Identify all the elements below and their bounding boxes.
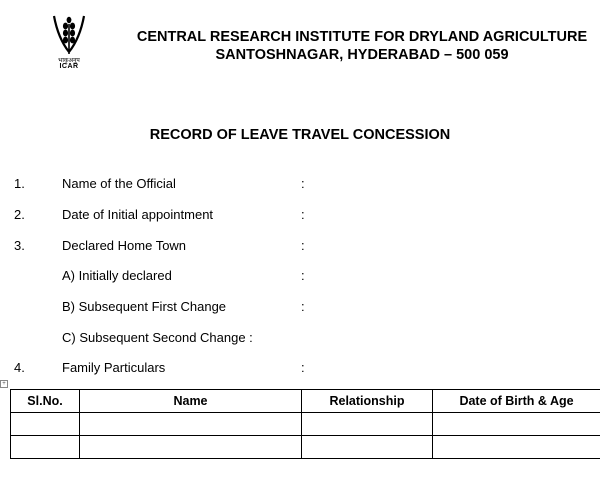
- field-number: 2.: [14, 207, 25, 222]
- column-header-name: Name: [80, 390, 302, 413]
- table-cell[interactable]: [11, 413, 80, 436]
- column-header-slno: Sl.No.: [11, 390, 80, 413]
- institute-address: SANTOSHNAGAR, HYDERABAD – 500 059: [215, 47, 509, 63]
- table-cell[interactable]: [80, 413, 302, 436]
- field-number: 4.: [14, 360, 25, 375]
- field-colon: :: [301, 207, 305, 222]
- table-cell[interactable]: [11, 436, 80, 459]
- logo-icar-text: ICAR: [59, 63, 79, 70]
- field-label: B) Subsequent First Change: [62, 299, 227, 314]
- table-cell[interactable]: [433, 413, 600, 436]
- field-name-of-official: [0, 176, 600, 194]
- field-number: 3.: [14, 238, 25, 253]
- table-header-row: [11, 390, 600, 413]
- field-colon: :: [301, 299, 305, 314]
- institute-name: CENTRAL RESEARCH INSTITUTE FOR DRYLAND AGRICULTURE: [136, 29, 588, 45]
- field-label: Declared Home Town: [62, 238, 187, 253]
- table-cell[interactable]: [302, 436, 433, 459]
- table-cell[interactable]: [80, 436, 302, 459]
- field-initially-declared: [0, 268, 600, 286]
- icar-logo: [48, 12, 90, 72]
- field-family-particulars: [0, 360, 600, 378]
- field-second-change: [0, 330, 600, 348]
- field-home-town: [0, 238, 600, 256]
- family-particulars-table: [10, 389, 600, 459]
- table-move-handle-icon[interactable]: +: [0, 380, 8, 388]
- table-row: [11, 413, 600, 436]
- document-title: RECORD OF LEAVE TRAVEL CONCESSION: [149, 127, 451, 143]
- field-label: Name of the Official: [62, 176, 176, 191]
- field-label: Date of Initial appointment: [62, 207, 214, 222]
- column-header-dob-age: Date of Birth & Age: [433, 390, 600, 413]
- field-colon: :: [301, 238, 305, 253]
- field-label: A) Initially declared: [62, 268, 172, 283]
- column-header-relationship: Relationship: [302, 390, 433, 413]
- field-number: 1.: [14, 176, 25, 191]
- field-first-change: [0, 299, 600, 317]
- table-cell[interactable]: [302, 413, 433, 436]
- field-colon: :: [301, 360, 305, 375]
- wheat-emblem-icon: [48, 12, 90, 56]
- table-row: [11, 436, 600, 459]
- logo-hindi-text: भाकृअनुप: [58, 58, 80, 64]
- field-date-of-appointment: [0, 207, 600, 225]
- field-colon: :: [301, 176, 305, 191]
- field-label: C) Subsequent Second Change :: [62, 330, 253, 345]
- table-cell[interactable]: [433, 436, 600, 459]
- field-colon: :: [301, 268, 305, 283]
- field-label: Family Particulars: [62, 360, 166, 375]
